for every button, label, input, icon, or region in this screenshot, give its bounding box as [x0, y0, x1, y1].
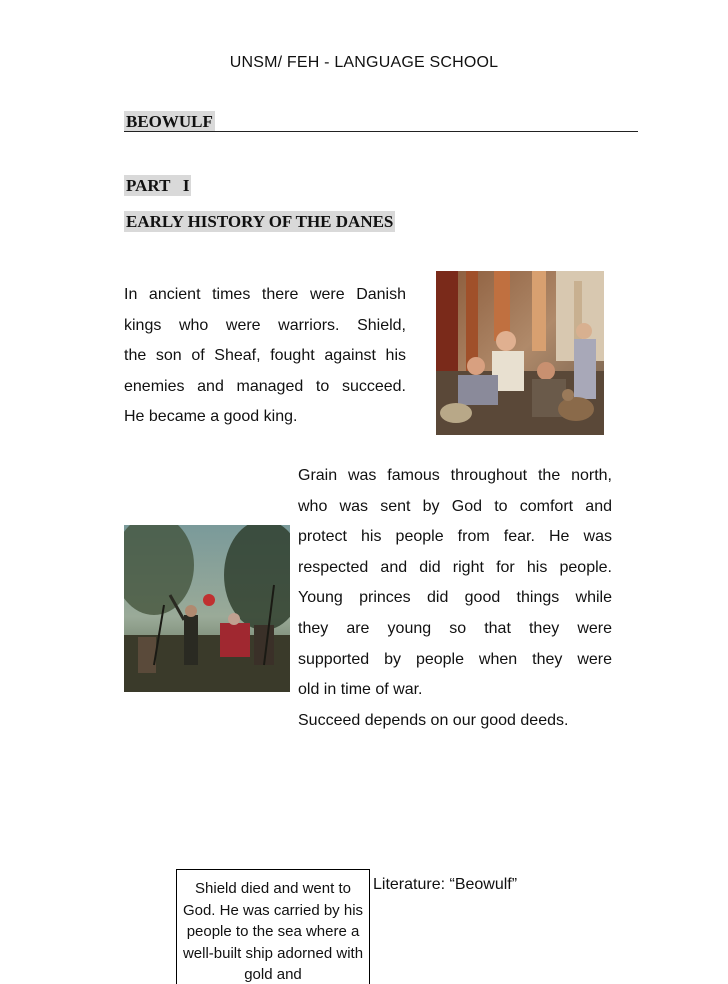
text-line: who was sent by God to comfort and	[298, 497, 612, 515]
text-line: the son of Sheaf, fought against his	[124, 347, 406, 365]
literature-caption: Literature: “Beowulf”	[373, 876, 518, 893]
part-heading: PART I	[126, 176, 190, 195]
note-text-box	[176, 869, 370, 984]
text-line: enemies and managed to succeed.	[124, 377, 406, 395]
text-line: protect his people from fear. He was	[298, 528, 612, 546]
text-line: Grain was famous throughout the north,	[298, 467, 612, 484]
text-line: Young princes did good things while	[298, 589, 612, 607]
text-line: respected and did right for his people.	[298, 558, 612, 576]
text-line: kings who were warriors. Shield,	[124, 316, 406, 334]
painting-danish-hall-icon	[436, 271, 604, 435]
text-line: Succeed depends on our good deeds.	[298, 711, 569, 729]
painting-battle-icon	[124, 525, 290, 692]
paragraph-grain	[298, 461, 612, 736]
text-line: supported by people when they were	[298, 650, 612, 668]
text-line: old in time of war.	[298, 681, 423, 699]
document-title: BEOWULF	[126, 112, 213, 131]
note-text: Shield died and went to God. He was carried by his people to the sea where a well-built ship adorned with gold and	[182, 880, 364, 983]
document-header: UNSM/ FEH - LANGUAGE SCHOOL	[229, 54, 499, 71]
paragraph-intro	[124, 280, 406, 433]
section-heading: EARLY HISTORY OF THE DANES	[126, 212, 394, 231]
title-underline	[124, 131, 638, 132]
text-line: In ancient times there were Danish	[124, 286, 406, 303]
text-line: they are young so that they were	[298, 619, 612, 637]
text-line: He became a good king.	[124, 408, 298, 426]
